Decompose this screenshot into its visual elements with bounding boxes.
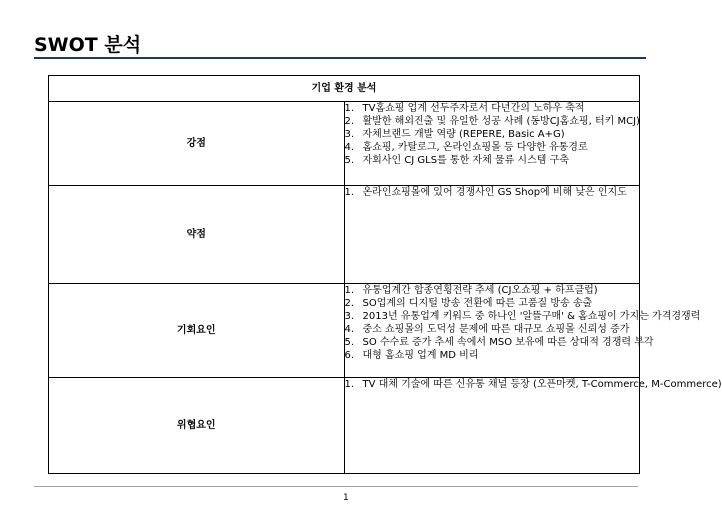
list-item: 3. 2013년 유통업계 키워드 중 하나인 '알뜰구매' & 홈쇼핑이 가지는 가격경쟁력 — [344, 311, 701, 322]
row-label-opportunities: 기회요인 — [49, 284, 345, 378]
list-item: 3. 자체브랜드 개발 역량 (REPERE, Basic A+G) — [344, 129, 565, 140]
page-title: SWOT 분석 — [34, 34, 142, 56]
row-content-weaknesses — [344, 186, 640, 284]
list-item: 1. 유통업계간 합종연횡전략 추세 (CJ오쇼핑 + 하프클럽) — [344, 285, 598, 296]
list-item: 4. 홈쇼핑, 카탈로그, 온라인쇼핑몰 등 다양한 유통경로 — [344, 142, 588, 153]
table-row-strengths — [49, 102, 640, 186]
row-content-strengths — [344, 102, 640, 186]
list-item: 6. 대형 홈쇼핑 업계 MD 비리 — [344, 350, 479, 361]
row-content-opportunities — [344, 284, 701, 378]
list-item: 2. SO업계의 디지털 방송 전환에 따른 고품질 방송 송출 — [344, 298, 593, 309]
row-label-strengths: 강점 — [49, 102, 345, 186]
table-row-threats — [49, 378, 640, 474]
list-item: 5. SO 수수료 증가 추세 속에서 MSO 보유에 따른 상대적 경쟁력 부각 — [344, 337, 654, 348]
swot-table — [48, 75, 722, 474]
footer-divider — [34, 486, 638, 487]
row-label-weaknesses: 약점 — [49, 186, 345, 284]
list-item: 2. 활발한 해외진출 및 유일한 성공 사례 (동방CJ홈쇼핑, 터키 MCJ) — [344, 116, 640, 127]
table-row-weaknesses — [49, 186, 640, 284]
list-item: 4. 중소 쇼핑몰의 도덕성 문제에 따른 대규모 쇼핑몰 신뢰성 증가 — [344, 324, 630, 335]
list-item: 1. TV홈쇼핑 업계 선두주자로서 다년간의 노하우 축적 — [344, 103, 585, 114]
page-number: 1 — [343, 493, 349, 503]
list-item: 5. 자회사인 CJ GLS를 통한 자체 물류 시스템 구축 — [344, 155, 569, 166]
title-underline — [34, 57, 646, 59]
row-label-threats: 위협요인 — [49, 378, 345, 474]
table-row-opportunities — [49, 284, 640, 378]
list-item: 1. 온라인쇼핑몰에 있어 경쟁사인 GS Shop에 비해 낮은 인지도 — [344, 187, 627, 198]
table-header: 기업 환경 분석 — [49, 76, 640, 102]
list-item: 1. TV 대체 기술에 따른 신유통 채널 등장 (오픈마켓, T-Commerce, M-Commerce) — [344, 379, 722, 390]
row-content-threats — [344, 378, 722, 474]
